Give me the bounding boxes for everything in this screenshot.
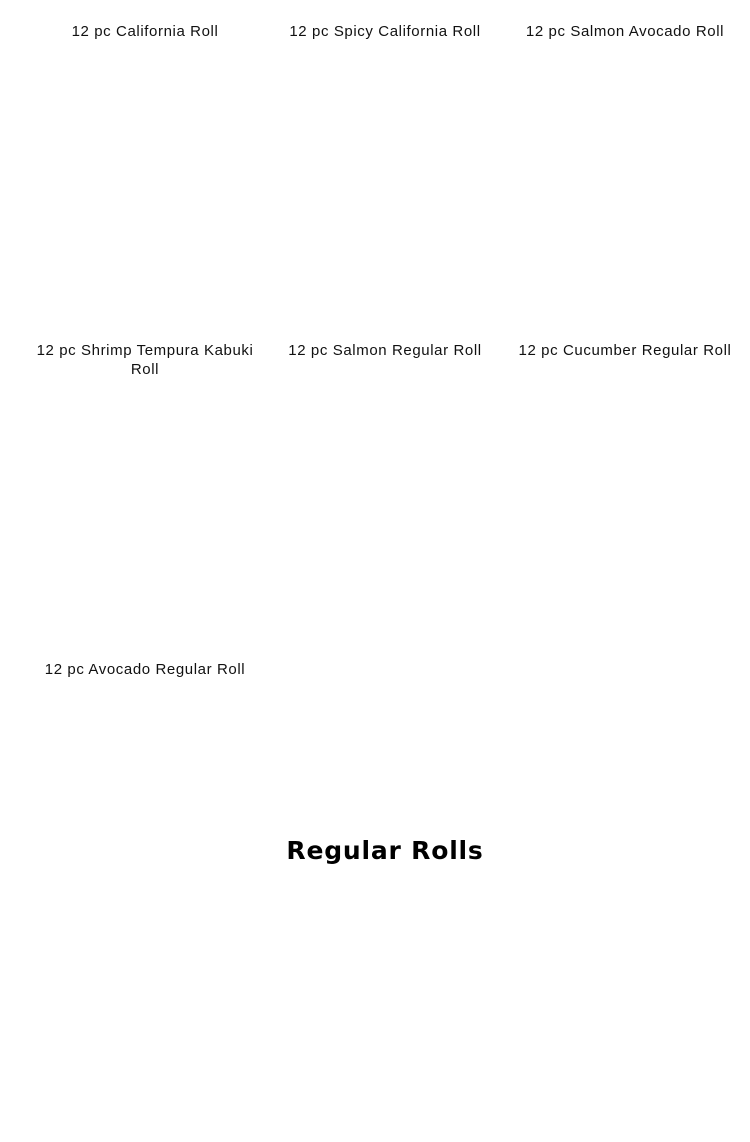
section-title-regular-rolls: Regular Rolls bbox=[286, 836, 484, 865]
product-name[interactable]: 12 pc Salmon Avocado Roll bbox=[525, 23, 725, 40]
product-name[interactable]: 12 pc Salmon Regular Roll bbox=[288, 342, 482, 359]
product-name[interactable]: 12 pc Shrimp Tempura Kabuki Roll bbox=[36, 342, 254, 378]
product-name[interactable]: 12 pc Spicy California Roll bbox=[289, 23, 481, 40]
product-name[interactable]: 12 pc Avocado Regular Roll bbox=[44, 661, 246, 678]
product-name[interactable]: 12 pc Cucumber Regular Roll bbox=[518, 342, 732, 359]
product-card-cucumber-regular-roll[interactable] bbox=[505, 341, 745, 660]
product-card-california-roll[interactable] bbox=[25, 22, 265, 341]
product-card-spicy-california-roll[interactable] bbox=[265, 22, 505, 341]
product-card-salmon-regular-roll[interactable] bbox=[265, 341, 505, 660]
product-name[interactable]: 12 pc California Roll bbox=[71, 23, 219, 40]
product-card-salmon-avocado-roll[interactable] bbox=[505, 22, 745, 341]
product-card-avocado-regular-roll[interactable] bbox=[25, 660, 265, 979]
product-card-shrimp-tempura-kabuki-roll[interactable] bbox=[25, 341, 265, 660]
